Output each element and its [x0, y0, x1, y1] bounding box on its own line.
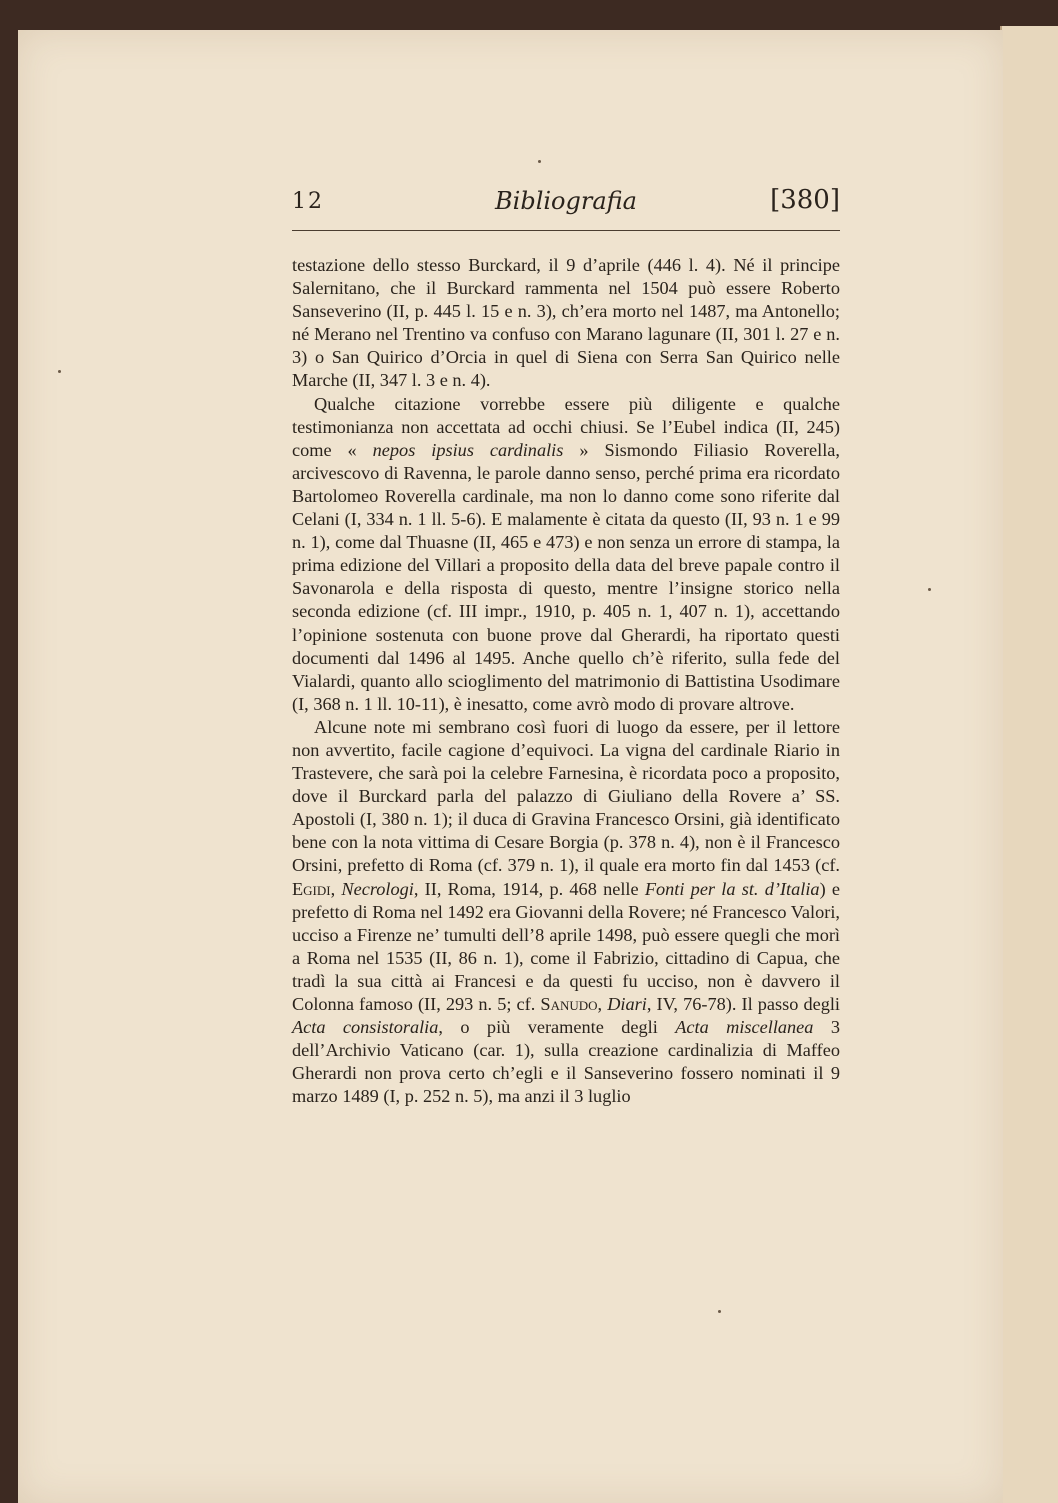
text-run: Alcune note mi sembrano così fuori di luogo da essere, per il lettore non avvertito, facile cagione d’equivoci. La vigna del cardinale Riario in Trastevere, che sarà poi la celebre Farnesina, è ricordata poco a proposito, dove il Burckard parla del palazzo di Giuliano della Rovere a’ SS. Apostoli (I, 380 n. 1); il duca di Gravina Francesco Orsini, già identificato bene con la nota vittima di Cesare Borgia (p. 378 n. 4), non è il Francesco Orsini, prefetto di Roma (cf. 379 n. 1), il quale era morto fin dal 1453 (cf. — [292, 716, 840, 876]
author-name: Egidi — [292, 878, 331, 899]
page-number: 12 — [292, 189, 324, 214]
body-text — [292, 254, 840, 1108]
work-title: Diari — [607, 994, 647, 1014]
text-run: ) e prefetto di Roma nel 1492 era Giovanni della Rovere; né Francesco Valori, ucciso a Firenze ne’ tumulti dell’8 aprile 1498, può essere quegli che morì a Roma nel 1535 (II, 86 n. 1), come il Fabrizio, cittadino di Capua, che tradì la sua città ai Francesi e da questi fu ucciso, non è davvero il Colonna famoso (II, 293 n. 5; cf. — [292, 878, 841, 1014]
paper-speck — [538, 160, 541, 163]
work-title: Acta consistoralia — [292, 1017, 439, 1038]
paragraph-2 — [292, 393, 840, 716]
facing-page-edge — [1000, 26, 1058, 1503]
series-title: Fonti per la st. d’Italia — [644, 878, 820, 899]
text-run: 3 dell’Archivio Vaticano (car. 1), sulla creazione cardinalizia di Maffeo Gherardi non prova certo ch’egli e il Sanseverino fossero nominati il 9 marzo 1489 (I, p. 252 n. 5), ma anzi il 3 luglio — [292, 1017, 840, 1107]
italic-quote: nepos ipsius cardinalis — [372, 439, 564, 460]
page-header — [292, 183, 840, 223]
text-run: , — [597, 994, 608, 1014]
paragraph-3 — [292, 716, 840, 1109]
text-run: , IV, 76-78). Il passo degli — [646, 994, 841, 1014]
work-title: Necrologi — [341, 878, 414, 899]
running-title: Bibliografia — [495, 187, 637, 215]
paper-speck — [718, 1310, 721, 1313]
text-run: , II, Roma, 1914, p. 468 nelle — [413, 878, 645, 899]
header-rule — [292, 230, 840, 231]
author-name: Sanudo — [540, 994, 598, 1014]
text-run: » Sismondo Filiasio Roverella, arcivescovo di Ravenna, le parole danno senso, perché prima era ricordato Bartolomeo Roverella cardinale, ma non lo danno come sono riferite dal Celani (I, 334 n. 1 ll. 5-6). E malamente è citata da questo (II, 93 n. 1 e 99 n. 1), come dal Thuasne (II, 465 e 473) e non senza un errore di stampa, la prima edizione del Villari a proposito della data del breve papale contro il Savonarola e della risposta di questo, mentre l’insigne storico nella seconda edizione (cf. III impr., 1910, p. 405 n. 1, 407 n. 1), accettando l’opinione sostenuta con buone prove dal Gherardi, ha riportato questi documenti dal 1496 al 1495. Anche quello ch’è riferito, sulla fede del Vialardi, quanto allo scioglimento del matrimonio di Battistina Usodimare (I, 368 n. 1 ll. 10-11), è inesatto, come avrò modo di provare altrove. — [292, 439, 840, 714]
original-page-reference: [380] — [770, 185, 840, 215]
text-run: Qualche citazione vorrebbe essere più diligente e qualche testimonianza non accettata ad occhi chiusi. Se l’Eubel indica (II, 245) come « — [292, 393, 840, 460]
text-run: , — [330, 878, 342, 899]
paper-speck — [928, 588, 931, 591]
work-title: Acta miscellanea — [675, 1017, 814, 1038]
text-run: , o più veramente degli — [438, 1017, 676, 1038]
paragraph-1: testazione dello stesso Burckard, il 9 d’aprile (446 l. 4). Né il principe Salernitano, che il Burckard rammenta nel 1504 può essere Roberto Sanseverino (II, p. 445 l. 15 e n. 3), ch’era morto nel 1487, ma Antonello; né Merano nel Trentino va confuso con Marano lagunare (II, 301 l. 27 e n. 3) o San Quirico d’Orcia in quel di Siena con Serra San Quirico nelle Marche (II, 347 l. 3 e n. 4). — [292, 255, 840, 391]
paper-speck — [58, 370, 61, 373]
